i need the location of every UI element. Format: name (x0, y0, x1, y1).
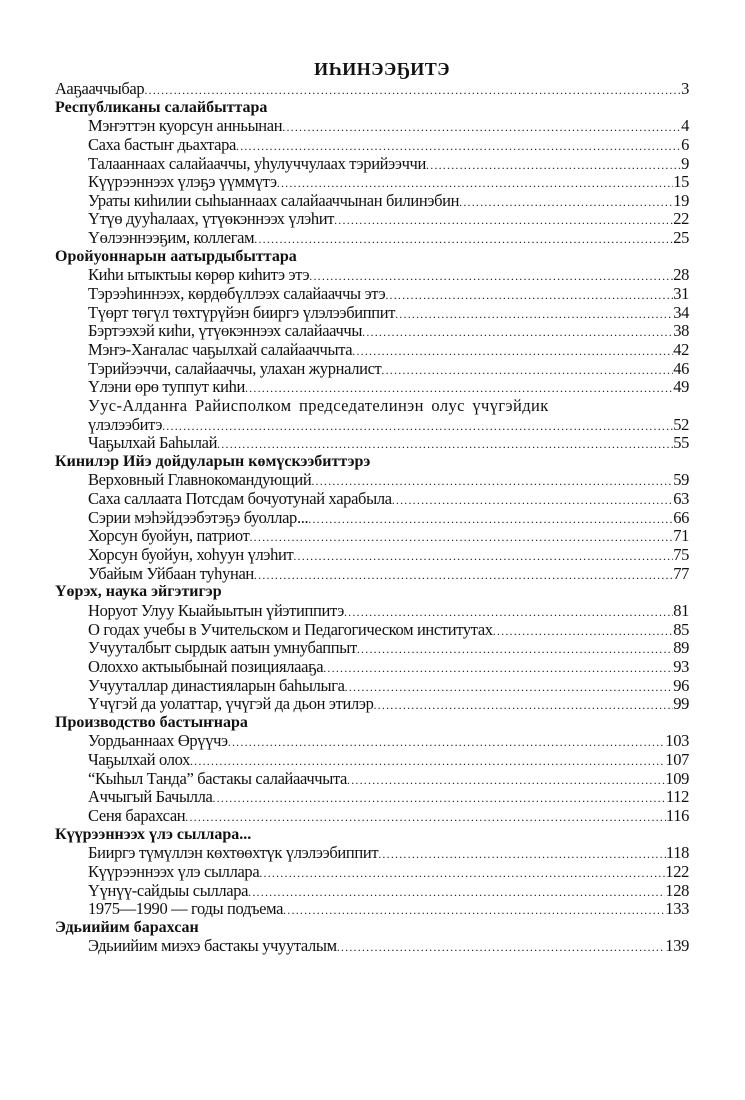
toc-entry[interactable] (55, 844, 689, 863)
page-number: 19 (673, 190, 689, 210)
toc-entry-title: Убайым Уйбаан туһунан (88, 563, 254, 583)
page-number: 139 (665, 936, 689, 956)
toc-entry-title: О годах учебы в Учительском и Педагогическом институтах (88, 619, 493, 639)
dot-leader (352, 342, 673, 361)
dot-leader (282, 118, 681, 137)
toc-entry[interactable] (55, 117, 689, 136)
dot-leader (334, 211, 673, 230)
toc-entry-title: Учууталбыт сырдык аатын умнубаппыт (88, 638, 357, 658)
page-number: 128 (665, 880, 689, 900)
dot-leader (293, 547, 673, 566)
dot-leader (493, 622, 673, 641)
dot-leader (344, 603, 673, 622)
section-heading (55, 248, 689, 267)
page-number: 116 (665, 805, 689, 825)
toc-entries (55, 80, 689, 956)
toc-entry-title: үлэлээбитэ (88, 414, 163, 434)
toc-entry[interactable] (55, 863, 689, 882)
page-number: 122 (665, 861, 689, 881)
toc-entry[interactable] (55, 210, 689, 229)
section-heading-text: Кинилэр Ийэ дойдуларын көмүскээбиттэрэ (55, 452, 371, 470)
toc-entry[interactable] (55, 434, 689, 453)
page-number: 107 (665, 750, 689, 770)
page-number: 109 (665, 768, 689, 788)
toc-entry[interactable] (55, 155, 689, 174)
page-number: 22 (673, 209, 689, 229)
dot-leader (426, 156, 681, 175)
toc-entry[interactable] (55, 732, 689, 751)
dot-leader (254, 566, 673, 585)
toc-entry[interactable] (55, 509, 689, 528)
toc-entry-title: Хорсун буойун, хоһуун үлэһит (88, 545, 294, 565)
toc-entry[interactable] (55, 416, 689, 435)
table-of-contents (55, 58, 689, 956)
section-heading (55, 453, 689, 472)
toc-entry[interactable] (55, 621, 689, 640)
toc-entry[interactable] (55, 360, 689, 379)
toc-entry-title: Күүрээннээх үлэ сыллара (88, 861, 260, 881)
dot-leader (378, 845, 666, 864)
toc-entry-title: Уус-Алданҥа Райисполком председателинэн олус үчүгэйдик (88, 395, 549, 415)
dot-leader (162, 417, 673, 436)
page-number: 66 (673, 507, 689, 527)
toc-entry-title: Талааннаах салайааччы, уһулуччулаах тэрийээччи (88, 153, 426, 173)
dot-leader (228, 733, 666, 752)
toc-entry-title: Чаҕылхай Баһылай (88, 433, 218, 453)
toc-entry[interactable] (55, 807, 689, 826)
toc-entry-title: Саха саллаата Потсдам бочуотунай харабыла (88, 489, 392, 509)
page-number: 96 (673, 675, 689, 695)
toc-entry-title: Мэҥэттэн куорсун анньынан (88, 116, 283, 136)
page-number: 77 (673, 563, 689, 583)
dot-leader (347, 771, 665, 790)
toc-entry-title: Үчүгэй да уолаттар, үчүгэй да дьон этилэр (88, 694, 374, 714)
toc-entry-title: Аччыгый Бачылла (88, 787, 213, 807)
toc-entry[interactable] (55, 751, 689, 770)
toc-entry[interactable] (55, 677, 689, 696)
dot-leader (283, 901, 665, 920)
toc-entry-title: Тэрийээччи, салайааччы, улахан журналист (88, 358, 382, 378)
dot-leader (212, 789, 665, 808)
page-number: 4 (681, 116, 689, 136)
toc-entry-title: Норуот Улуу Кыайыытын үйэтиппитэ (88, 600, 344, 620)
page-number: 59 (673, 470, 689, 490)
toc-entry[interactable] (55, 471, 689, 490)
toc-entry[interactable] (55, 937, 689, 956)
dot-leader (459, 193, 673, 212)
section-heading-text: Эдьиийим барахсан (55, 918, 199, 936)
toc-entry-title: Эдьиийим миэхэ бастакы учууталым (88, 936, 337, 956)
toc-entry-title: Үлэни өрө туппут киһи (88, 377, 245, 397)
toc-entry[interactable] (55, 229, 689, 248)
page-number: 85 (673, 619, 689, 639)
toc-entry-title: Бииргэ түмүллэн көхтөөхтүк үлэлээбиппит (88, 843, 379, 863)
section-heading (55, 714, 689, 733)
dot-leader (345, 678, 674, 697)
dot-leader (357, 640, 673, 659)
dot-leader (217, 435, 673, 454)
toc-entry[interactable] (55, 639, 689, 658)
toc-entry-title: “Кыһыл Танда” бастакы салайааччыта (88, 768, 347, 788)
section-heading (55, 583, 689, 602)
page-number: 63 (673, 489, 689, 509)
page-number: 6 (681, 134, 689, 154)
dot-leader (362, 323, 673, 342)
page-number: 55 (673, 433, 689, 453)
dot-leader (190, 752, 665, 771)
page-number: 25 (673, 228, 689, 248)
toc-entry-title: Учууталлар династияларын баһылыга (88, 675, 345, 695)
toc-entry[interactable] (55, 173, 689, 192)
toc-entry-title: Верховный Главнокомандующий (88, 470, 312, 490)
toc-entry[interactable] (55, 770, 689, 789)
section-heading-text: Производство бастыҥнара (55, 713, 248, 731)
section-heading (55, 826, 689, 845)
dot-leader (395, 305, 673, 324)
toc-entry-title: Үөлээннээҕим, коллегам (88, 228, 255, 248)
toc-entry[interactable] (55, 266, 689, 285)
toc-entry-title: Сеня барахсан (88, 805, 186, 825)
dot-leader (248, 883, 665, 902)
toc-entry[interactable] (55, 80, 689, 99)
toc-entry[interactable] (55, 527, 689, 546)
toc-entry[interactable] (55, 285, 689, 304)
page-number: 42 (673, 339, 689, 359)
page-number: 75 (673, 545, 689, 565)
toc-entry-title: Бэртээхэй киһи, үтүөкэннээх салайааччы (88, 321, 363, 341)
toc-entry[interactable] (55, 304, 689, 323)
toc-entry-title: Мэҥэ-Хаҥалас чаҕылхай салайааччыта (88, 339, 353, 359)
dot-leader (381, 361, 673, 380)
toc-entry-title: Үүнүү-сайдыы сыллара (88, 880, 249, 900)
section-heading-text: Үөрэх, наука эйгэтигэр (55, 583, 222, 601)
toc-entry-title: Түөрт төгүл төхтүрүйэн бииргэ үлэлээбиппит (88, 302, 396, 322)
section-heading-text: Республиканы салайбыттара (55, 98, 268, 116)
dot-leader (323, 659, 673, 678)
page-number: 81 (673, 600, 689, 620)
page-number: 103 (665, 731, 689, 751)
dot-leader (259, 864, 665, 883)
page-number: 28 (673, 265, 689, 285)
toc-entry[interactable] (55, 490, 689, 509)
toc-entry[interactable] (55, 322, 689, 341)
page-number: 118 (665, 843, 689, 863)
page-number: 9 (681, 153, 689, 173)
toc-entry[interactable] (55, 658, 689, 677)
page-title: ИҺИНЭЭҔИТЭ (314, 59, 450, 79)
page-number: 89 (673, 638, 689, 658)
toc-entry-title: 1975—1990 — годы подъема (88, 899, 284, 919)
section-heading (55, 99, 689, 118)
page-number: 38 (673, 321, 689, 341)
toc-entry[interactable] (55, 397, 689, 416)
toc-entry[interactable] (55, 192, 689, 211)
toc-entry-title: Күүрээннээх үлэҕэ үүммүтэ (88, 172, 277, 192)
toc-entry[interactable] (55, 882, 689, 901)
page-number: 3 (681, 79, 689, 98)
toc-entry-title: Хорсун буойун, патриот (88, 526, 250, 546)
page-number: 31 (673, 284, 689, 304)
dot-leader (308, 510, 673, 529)
dot-leader (392, 491, 674, 510)
page-number: 99 (673, 694, 689, 714)
toc-entry-title: Саха бастыҥ дьахтара (88, 134, 236, 154)
dot-leader (236, 137, 681, 156)
page-number: 52 (673, 414, 689, 434)
section-heading (55, 919, 689, 938)
dot-leader (249, 528, 673, 547)
section-heading-text: Оройуоннарын аатырдыбыттара (55, 247, 297, 265)
toc-entry-title: Олоххо актыыбынай позициялааҕа (88, 656, 324, 676)
page-number: 15 (673, 172, 689, 192)
toc-entry-title: Ааҕааччыбар (55, 79, 145, 98)
toc-entry[interactable] (55, 341, 689, 360)
page-number: 112 (665, 787, 689, 807)
toc-entry[interactable] (55, 788, 689, 807)
toc-entry[interactable] (55, 378, 689, 397)
page-number: 46 (673, 358, 689, 378)
page-number: 34 (673, 302, 689, 322)
page-number: 133 (665, 899, 689, 919)
dot-leader (385, 286, 673, 305)
toc-entry-title: Үтүө дууһалаах, үтүөкэннээх үлэһит (88, 209, 335, 229)
dot-leader (185, 808, 666, 827)
dot-leader (373, 696, 673, 715)
toc-entry-title: Чаҕылхай олох (88, 750, 190, 770)
toc-entry[interactable] (55, 900, 689, 919)
toc-entry[interactable] (55, 136, 689, 155)
toc-entry-title: Сэрии мэһэйдээбэтэҕэ буоллар... (88, 507, 309, 527)
toc-entry[interactable] (55, 565, 689, 584)
dot-leader (337, 938, 666, 957)
page-number: 49 (673, 377, 689, 397)
section-heading-text: Күүрээннээх үлэ сыллара... (55, 825, 252, 843)
toc-entry-title: Уордьаннаах Өрүүчэ (88, 731, 228, 751)
page-number: 71 (673, 526, 689, 546)
toc-entry-title: Киһи ытыктыы көрөр киһитэ этэ (88, 265, 310, 285)
toc-entry[interactable] (55, 546, 689, 565)
toc-entry-title: Тэрээһиннээх, көрдөбүллээх салайааччы этэ (88, 284, 386, 304)
page-number: 93 (673, 656, 689, 676)
dot-leader (254, 230, 673, 249)
toc-entry[interactable] (55, 602, 689, 621)
toc-entry[interactable] (55, 695, 689, 714)
dot-leader (144, 81, 681, 100)
toc-entry-title: Ураты киһилии сыһыаннаах салайааччынан билинэбин (88, 190, 460, 210)
